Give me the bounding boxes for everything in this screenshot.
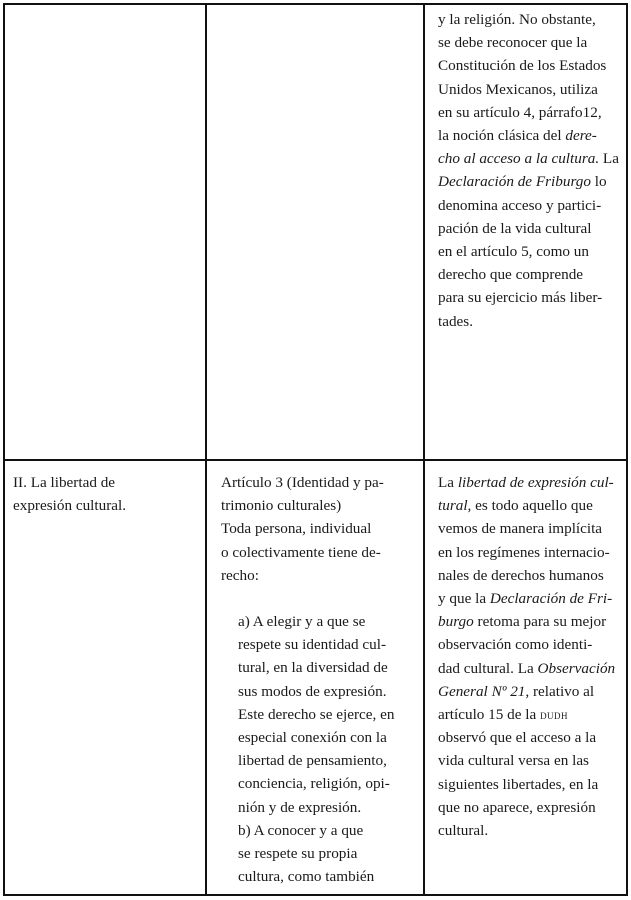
text-line: [438, 54, 628, 77]
row2-col2-cell: [221, 471, 421, 888]
text-run: Toda persona, individual: [221, 520, 372, 538]
text-run: sus modos de expresión.: [238, 682, 387, 700]
text-line: [221, 726, 421, 749]
text-line: [438, 657, 628, 680]
text-run: tural, en la diversidad de: [238, 659, 388, 677]
text-line: [438, 310, 628, 333]
text-run: y que la: [438, 590, 490, 608]
text-run: artículo 15 de la: [438, 706, 541, 724]
italic-text: dere-: [565, 127, 597, 145]
text-run: denomina acceso y partici-: [438, 196, 602, 214]
text-run: para su ejercicio más liber-: [438, 289, 603, 307]
row1-col1-cell: [5, 5, 205, 459]
text-line: [438, 564, 628, 587]
text-run: trimonio culturales): [221, 497, 342, 515]
text-run: La: [599, 150, 619, 168]
text-run: Artículo 3 (Identidad y pa-: [221, 474, 384, 491]
text-line: [221, 517, 421, 540]
text-line: [221, 819, 421, 842]
row-divider: [5, 459, 626, 461]
text-line: [438, 170, 628, 193]
text-run: en el artículo 5, como un: [438, 243, 589, 261]
text-line: [221, 564, 421, 587]
text-line: [438, 633, 628, 656]
text-line: [221, 680, 421, 703]
text-line: [438, 680, 628, 703]
text-run: es todo aquello que: [471, 497, 593, 515]
column-divider-2: [423, 5, 425, 894]
text-run: que no aparece, expresión: [438, 798, 596, 816]
text-line: [221, 749, 421, 772]
text-line: [438, 471, 628, 494]
text-run: retoma para su mejor: [473, 613, 607, 631]
text-run: se respete su propia: [238, 845, 358, 863]
text-run: tades.: [438, 312, 474, 330]
text-line: [221, 587, 421, 610]
text-line: [438, 796, 628, 819]
text-run: Constitución de los Estados: [438, 57, 607, 75]
italic-text: burgo: [438, 613, 474, 631]
text-line: [438, 517, 628, 540]
italic-text: Declaración de Friburgo: [438, 173, 591, 191]
text-run: en los regímenes internacio-: [438, 543, 610, 561]
text-run: vida cultural versa en las: [438, 752, 589, 770]
text-line: [438, 587, 628, 610]
text-line: [438, 541, 628, 564]
text-run: Este derecho se ejerce, en: [238, 705, 395, 723]
text-line: [221, 610, 421, 633]
text-line: [438, 610, 628, 633]
italic-text: libertad de expresión cul-: [457, 474, 614, 491]
row1-col2-cell: [205, 5, 423, 459]
text-line: [221, 471, 421, 494]
acronym-text: dudh: [540, 707, 569, 723]
text-line: [221, 772, 421, 795]
comparison-table: [3, 3, 628, 896]
text-line: [438, 78, 628, 101]
text-line: [438, 101, 628, 124]
italic-text: Observación: [537, 659, 616, 677]
text-run: siguientes libertades, en la: [438, 775, 599, 793]
text-line: [221, 796, 421, 819]
text-line: [221, 865, 421, 888]
italic-text: tural,: [438, 497, 472, 515]
text-run: derecho que comprende: [438, 266, 584, 284]
text-run: cultural.: [438, 822, 489, 840]
text-run: Unidos Mexicanos, utiliza: [438, 80, 598, 98]
italic-text: General Nº 21,: [438, 682, 530, 700]
text-line: [221, 541, 421, 564]
text-line: [221, 633, 421, 656]
text-run: relativo al: [529, 682, 595, 700]
text-run: dad cultural. La: [438, 659, 538, 677]
text-line: [13, 471, 203, 494]
text-run: en su artículo 4, párrafo12,: [438, 103, 602, 121]
text-run: cultura, como también: [238, 868, 375, 886]
text-line: [438, 703, 628, 726]
text-line: [438, 263, 628, 286]
text-run: recho:: [221, 566, 259, 584]
text-line: [438, 217, 628, 240]
text-line: [221, 703, 421, 726]
text-run: conciencia, religión, opi-: [238, 775, 390, 793]
text-line: [438, 726, 628, 749]
text-run: libertad de pensamiento,: [238, 752, 387, 770]
text-line: [438, 147, 628, 170]
text-line: [221, 842, 421, 865]
text-run: observación como identi-: [438, 636, 593, 654]
text-run: a) A elegir y a que se: [238, 613, 366, 631]
text-line: [438, 8, 628, 31]
text-line: [438, 240, 628, 263]
text-line: [438, 749, 628, 772]
text-line: [221, 656, 421, 679]
text-run: lo: [590, 173, 607, 191]
text-line: [221, 494, 421, 517]
text-line: [438, 773, 628, 796]
text-run: especial conexión con la: [238, 729, 387, 747]
text-run: vemos de manera implícita: [438, 520, 603, 538]
italic-text: cho al acceso a la cultura.: [438, 150, 600, 168]
text-line: [438, 31, 628, 54]
text-run: II. La libertad de: [13, 474, 116, 491]
text-run: La: [438, 474, 458, 491]
text-line: [438, 494, 628, 517]
row2-col1-cell: [13, 471, 203, 517]
text-run: la noción clásica del: [438, 127, 566, 145]
text-line: [438, 124, 628, 147]
row1-col3-cell: [438, 8, 628, 333]
text-line: [13, 494, 203, 517]
text-line: [438, 194, 628, 217]
text-run: observó que el acceso a la: [438, 729, 597, 747]
text-run: y la religión. No obstante,: [438, 11, 596, 28]
text-run: respete su identidad cul-: [238, 636, 387, 654]
text-run: b) A conocer y a que: [238, 821, 364, 839]
text-run: pación de la vida cultural: [438, 219, 592, 237]
text-run: nales de derechos humanos: [438, 566, 604, 584]
text-run: expresión cultural.: [13, 497, 127, 515]
text-run: o colectivamente tiene de-: [221, 543, 381, 561]
text-line: [438, 286, 628, 309]
row2-col3-cell: [438, 471, 628, 842]
text-line: [438, 819, 628, 842]
text-run: nión y de expresión.: [238, 798, 362, 816]
text-run: se debe reconocer que la: [438, 34, 588, 52]
italic-text: Declaración de Fri-: [489, 590, 613, 608]
